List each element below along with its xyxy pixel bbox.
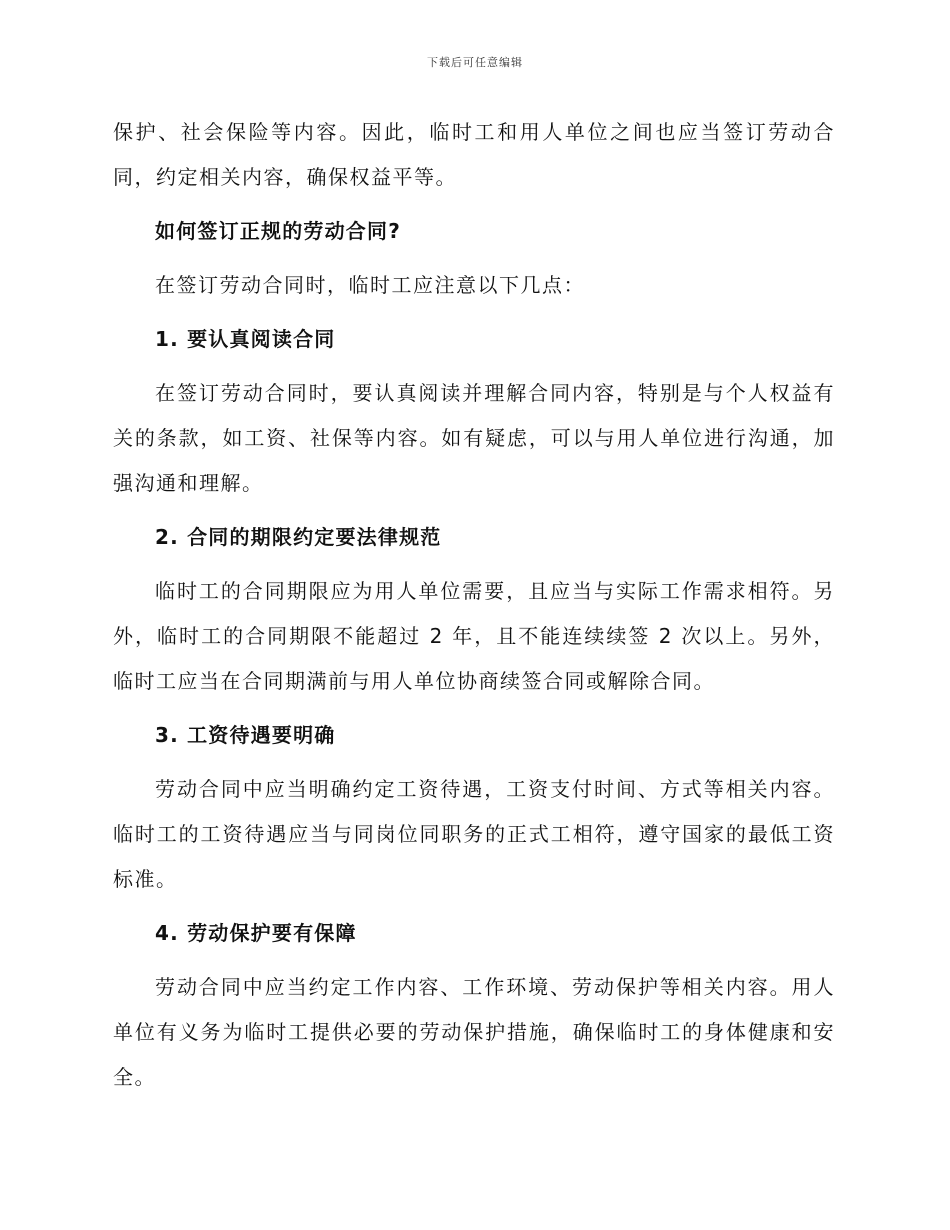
paragraph-continued: 保护、社会保险等内容。因此，临时工和用人单位之间也应当签订劳动合同，约定相关内容，确保权益平等。 <box>113 120 835 189</box>
paragraph-1: 在签订劳动合同时，要认真阅读并理解合同内容，特别是与个人权益有关的条款，如工资、社保等内容。如有疑虑，可以与用人单位进行沟通，加强沟通和理解。 <box>113 381 835 495</box>
paragraph-3: 劳动合同中应当明确约定工资待遇，工资支付时间、方式等相关内容。临时工的工资待遇应当与同岗位同职务的正式工相符，遵守国家的最低工资标准。 <box>113 777 835 891</box>
paragraph-4: 劳动合同中应当约定工作内容、工作环境、劳动保护等相关内容。用人单位有义务为临时工提供必要的劳动保护措施，确保临时工的身体健康和安全。 <box>113 975 835 1089</box>
page-header: 下载后可任意编辑 <box>427 56 523 69</box>
section-heading-main: 如何签订正规的劳动合同? <box>155 219 402 243</box>
section-heading-3: 3. 工资待遇要明确 <box>155 723 336 747</box>
document-body <box>113 110 835 1100</box>
section-heading-1: 1. 要认真阅读合同 <box>155 327 336 351</box>
paragraph-2: 临时工的合同期限应为用人单位需要，且应当与实际工作需求相符。另外，临时工的合同期限不能超过 2 年，且不能连续续签 2 次以上。另外，临时工应当在合同期满前与用人单位协商续签合同或解除合同。 <box>113 579 835 693</box>
section-heading-2: 2. 合同的期限约定要法律规范 <box>155 525 442 549</box>
paragraph-intro: 在签订劳动合同时，临时工应注意以下几点： <box>155 273 585 297</box>
section-heading-4: 4. 劳动保护要有保障 <box>155 921 357 945</box>
